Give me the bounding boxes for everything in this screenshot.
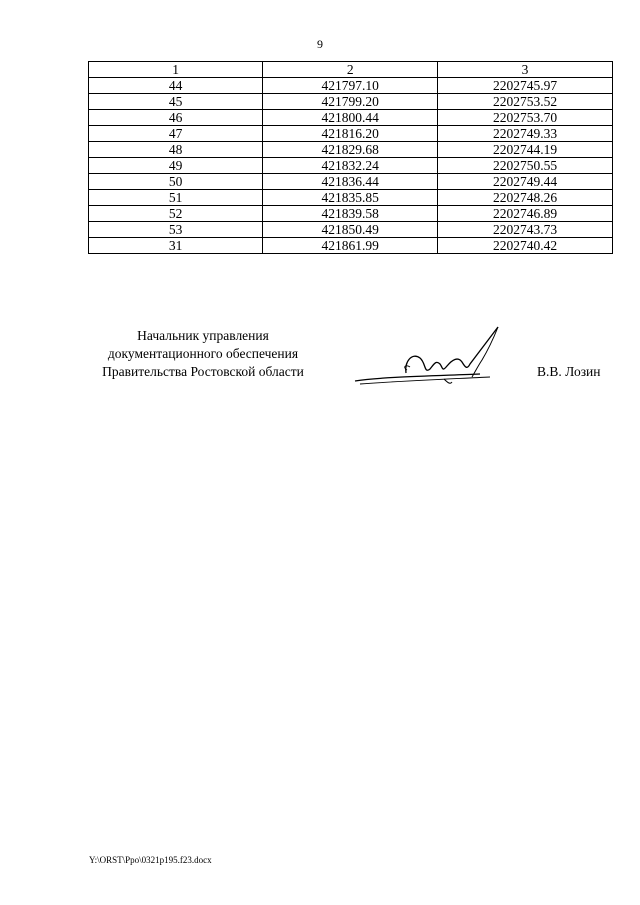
signatory-title-line: Начальник управления bbox=[137, 328, 269, 343]
table-header-row bbox=[89, 62, 613, 78]
y-coordinate-cell: 2202753.52 bbox=[438, 94, 613, 110]
y-coordinate-cell: 2202749.44 bbox=[438, 174, 613, 190]
handwritten-signature bbox=[340, 322, 510, 392]
table-row bbox=[89, 158, 613, 174]
point-number-cell: 45 bbox=[89, 94, 263, 110]
signatory-name: В.В. Лозин bbox=[537, 364, 601, 379]
point-number-cell: 46 bbox=[89, 110, 263, 126]
table-row bbox=[89, 238, 613, 254]
point-number-cell: 47 bbox=[89, 126, 263, 142]
y-coordinate-cell: 2202740.42 bbox=[438, 238, 613, 254]
table-row bbox=[89, 206, 613, 222]
table-row bbox=[89, 94, 613, 110]
point-number-cell: 44 bbox=[89, 78, 263, 94]
point-number-cell: 49 bbox=[89, 158, 263, 174]
y-coordinate-cell: 2202753.70 bbox=[438, 110, 613, 126]
x-coordinate-cell: 421850.49 bbox=[263, 222, 438, 238]
x-coordinate-cell: 421800.44 bbox=[263, 110, 438, 126]
y-coordinate-cell: 2202744.19 bbox=[438, 142, 613, 158]
table-row bbox=[89, 174, 613, 190]
y-coordinate-cell: 2202748.26 bbox=[438, 190, 613, 206]
x-coordinate-cell: 421799.20 bbox=[263, 94, 438, 110]
coordinates-table bbox=[88, 61, 613, 254]
x-coordinate-cell: 421832.24 bbox=[263, 158, 438, 174]
table-row bbox=[89, 126, 613, 142]
point-number-cell: 50 bbox=[89, 174, 263, 190]
signatory-title-line: документационного обеспечения bbox=[107, 346, 299, 361]
table-row bbox=[89, 222, 613, 238]
x-coordinate-cell: 421861.99 bbox=[263, 238, 438, 254]
y-coordinate-cell: 2202746.89 bbox=[438, 206, 613, 222]
point-number-cell: 52 bbox=[89, 206, 263, 222]
column-header: 3 bbox=[438, 62, 613, 78]
footer-file-path: Y:\ORST\Ppo\0321p195.f23.docx bbox=[89, 855, 212, 865]
x-coordinate-cell: 421816.20 bbox=[263, 126, 438, 142]
point-number-cell: 48 bbox=[89, 142, 263, 158]
x-coordinate-cell: 421797.10 bbox=[263, 78, 438, 94]
x-coordinate-cell: 421829.68 bbox=[263, 142, 438, 158]
signatory-title-line: Правительства Ростовской области bbox=[102, 364, 304, 379]
point-number-cell: 51 bbox=[89, 190, 263, 206]
column-header: 2 bbox=[263, 62, 438, 78]
column-header: 1 bbox=[89, 62, 263, 78]
page-number: 9 bbox=[317, 37, 323, 51]
table-row bbox=[89, 142, 613, 158]
table-row bbox=[89, 110, 613, 126]
y-coordinate-cell: 2202749.33 bbox=[438, 126, 613, 142]
y-coordinate-cell: 2202750.55 bbox=[438, 158, 613, 174]
x-coordinate-cell: 421839.58 bbox=[263, 206, 438, 222]
y-coordinate-cell: 2202743.73 bbox=[438, 222, 613, 238]
y-coordinate-cell: 2202745.97 bbox=[438, 78, 613, 94]
point-number-cell: 53 bbox=[89, 222, 263, 238]
x-coordinate-cell: 421836.44 bbox=[263, 174, 438, 190]
table-row bbox=[89, 78, 613, 94]
signatory-title bbox=[88, 327, 318, 381]
x-coordinate-cell: 421835.85 bbox=[263, 190, 438, 206]
table-row bbox=[89, 190, 613, 206]
point-number-cell: 31 bbox=[89, 238, 263, 254]
